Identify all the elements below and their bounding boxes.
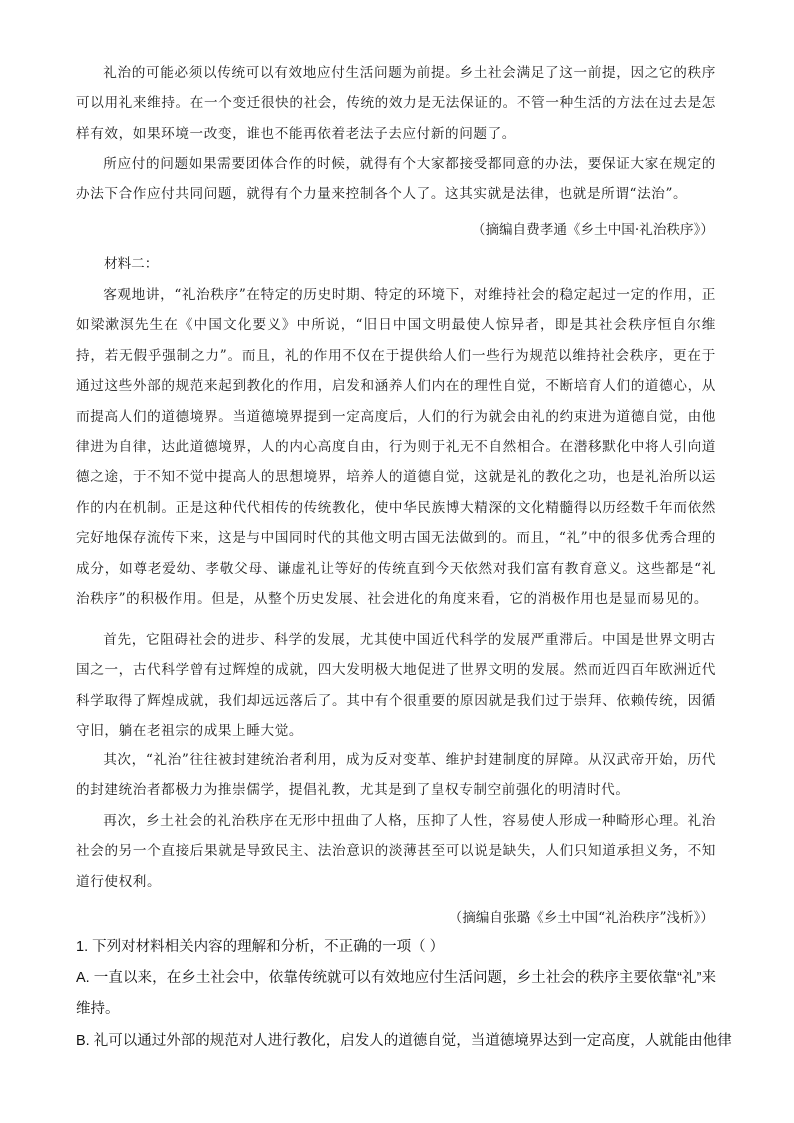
question-1-option-b: B. 礼可以通过外部的规范对人进行教化，启发人的道德自觉，当道德境界达到一定高度，人就能由他律 bbox=[76, 1033, 732, 1049]
material-two-paragraph-4: 再次，乡土社会的礼治秩序在无形中扭曲了人格，压抑了人性，容易使人形成一种畸形心理。礼治社会的另一个直接后果就是导致民主、法治意识的淡薄甚至可以说是缺失，人们只知道承担义务，不知道行使权利。 bbox=[76, 813, 716, 890]
question-1-option-a: A. 一直以来，在乡土社会中，依靠传统就可以有效地应付生活问题，乡土社会的秩序主要依靠“礼”来维持。 bbox=[76, 970, 716, 1017]
material-two-paragraph-2: 首先，它阻碍社会的进步、科学的发展，尤其使中国近代科学的发展严重滞后。中国是世界文明古国之一，古代科学曾有过辉煌的成就，四大发明极大地促进了世界文明的发展。然而近四百年欧洲近代科学取得了辉煌成就，我们却远远落后了。其中有个很重要的原因就是我们过于崇拜、依赖传统，因循守旧，躺在老祖宗的成果上睡大觉。 bbox=[76, 632, 716, 740]
material-two-paragraph-1: 客观地讲，“礼治秩序”在特定的历史时期、特定的环境下，对维持社会的稳定起过一定的作用，正如梁漱溟先生在《中国文化要义》中所说，“旧日中国文明最使人惊异者，即是其社会秩序恒自尔维持，若无假乎强制之力”。而且，礼的作用不仅在于提供给人们一些行为规范以维持社会秩序，更在于通过这些外部的规范来起到教化的作用，启发和涵养人们内在的理性自觉，不断培育人们的道德心，从而提高人们的道德境界。当道德境界提到一定高度后，人们的行为就会由礼的约束进为道德自觉，由他律进为自律，达此道德境界，人的内心高度自由，行为则于礼无不自然相合。在潜移默化中将人引向道德之途，于不知不觉中提高人的思想境界，培养人的道德自觉，这就是礼的教化之功，也是礼治所以运作的内在机制。正是这种代代相传的传统教化，使中华民族博大精深的文化精髓得以历经数千年而依然完好地保存流传下来，这是与中国同时代的其他文明古国无法做到的。而且，“礼”中的很多优秀合理的成分，如尊老爱幼、孝敬父母、谦虚礼让等好的传统直到今天依然对我们富有教育意义。这些都是“礼治秩序”的积极作用。但是，从整个历史发展、社会进化的角度来看，它的消极作用也是显而易见的。 bbox=[76, 287, 716, 608]
question-1-stem: 1. 下列对材料相关内容的理解和分析，不正确的一项（ ） bbox=[76, 939, 445, 955]
material-one-paragraph-2: 所应付的问题如果需要团体合作的时候，就得有个大家都接受都同意的办法，要保证大家在规定的办法下合作应付共同问题，就得有个力量来控制各个人了。这其实就是法律，也就是所谓“法治”。 bbox=[76, 156, 716, 203]
material-two-paragraph-3: 其次，“礼治”往往被封建统治者利用，成为反对变革、维护封建制度的屏障。从汉武帝开始，历代的封建统治者都极力为推崇儒学，提倡礼教，尤其是到了皇权专制空前强化的明清时代。 bbox=[76, 752, 716, 799]
material-two-label: 材料二： bbox=[104, 256, 159, 272]
material-one-paragraph-1: 礼治的可能必须以传统可以有效地应付生活问题为前提。乡土社会满足了这一前提，因之它的秩序可以用礼来维持。在一个变迁很快的社会，传统的效力是无法保证的。不管一种生活的方法在过去是怎样有效，如果环境一改变，谁也不能再依着老法子去应付新的问题了。 bbox=[76, 65, 716, 142]
material-one-source: （摘编自费孝通《乡土中国·礼治秩序》） bbox=[471, 222, 714, 238]
material-two-source: （摘编自张璐《乡土中国“礼治秩序”浅析》） bbox=[448, 910, 714, 926]
